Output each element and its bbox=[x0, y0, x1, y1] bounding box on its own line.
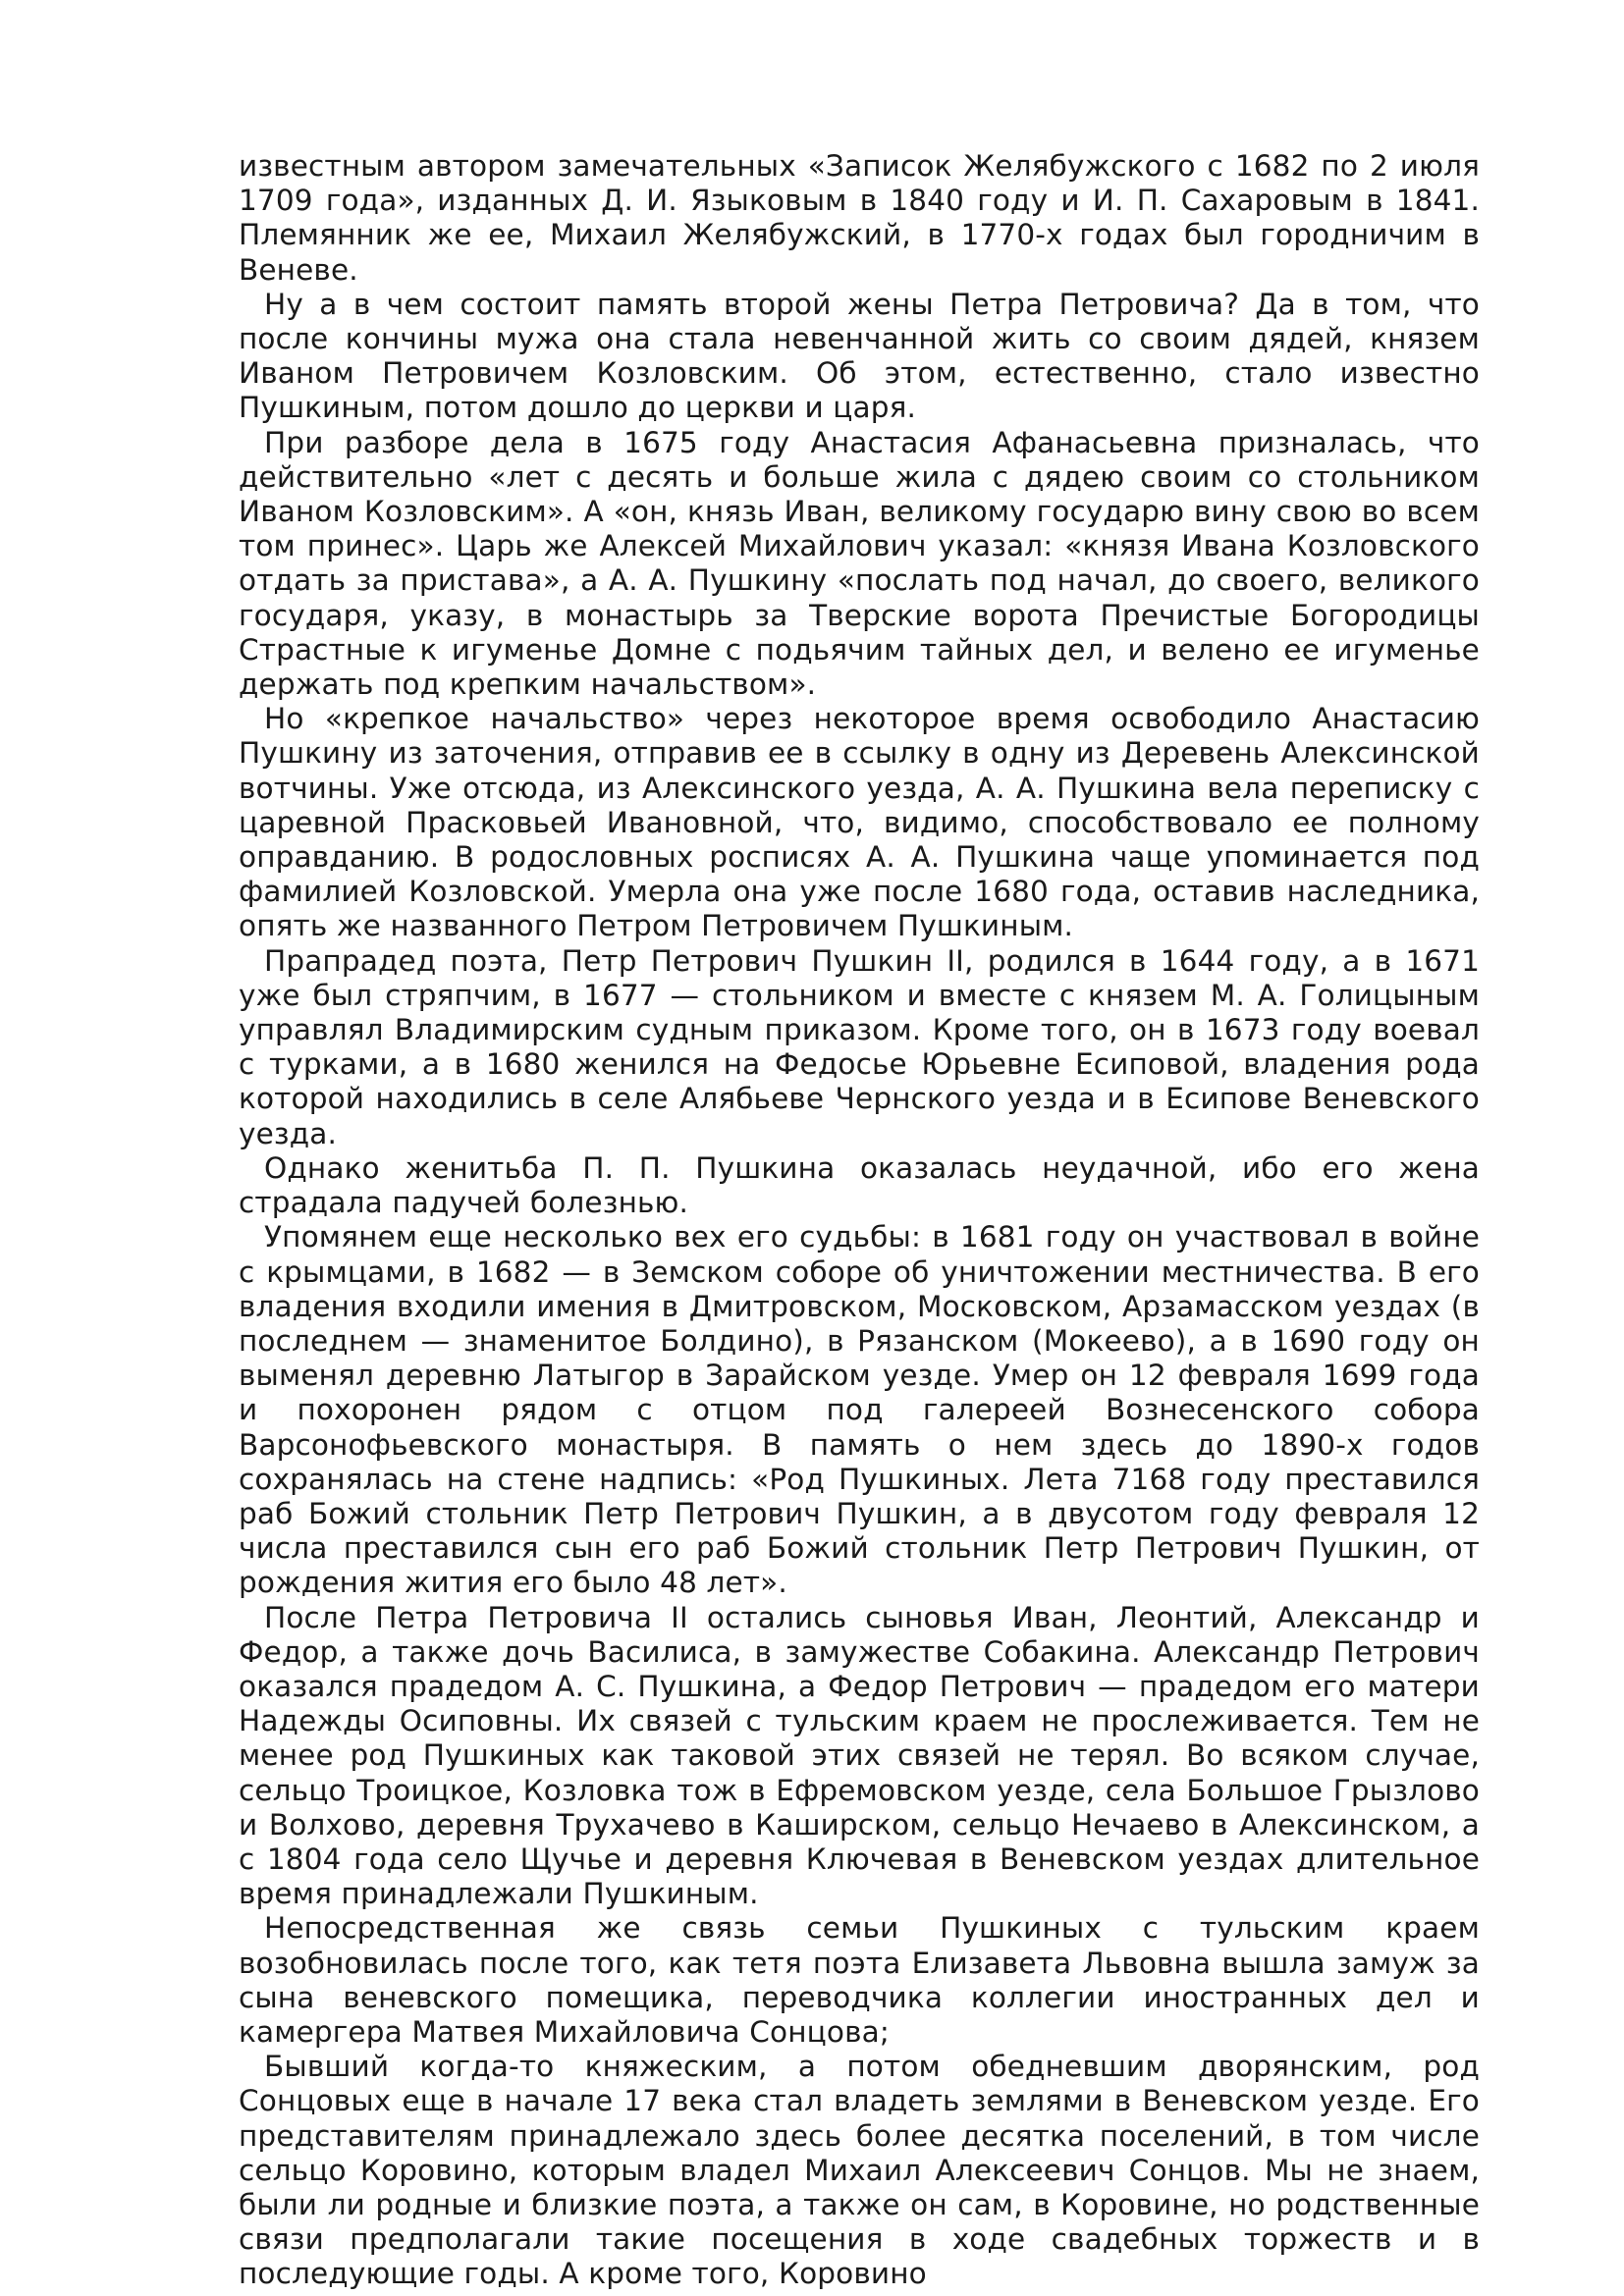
paragraph-continuation: известным автором замечательных «Записок Желябужского с 1682 по 2 июля 1709 года», изданных Д. И. Языковым в 1840 году и И. П. Сахаровым в 1841. Племянник же ее, Михаил Желябужский, в 1770-х годах был городничим в Веневе. bbox=[239, 149, 1480, 287]
paragraph: При разборе дела в 1675 году Анастасия Афанасьевна призналась, что действительно «лет с десять и больше жила с дядею своим со стольником Иваном Козловским». А «он, князь Иван, великому государю вину свою во всем том принес». Царь же Алексей Михайлович указал: «князя Ивана Козловского отдать за пристава», а А. А. Пушкину «послать под начал, до своего, великого государя, указу, в монастырь за Тверские ворота Пречистые Богородицы Страстные к игуменье Домне с подьячим тайных дел, и велено ее игуменье держать под крепким начальством». bbox=[239, 425, 1480, 702]
paragraph: Однако женитьба П. П. Пушкина оказалась неудачной, ибо его жена страдала падучей болезнью. bbox=[239, 1150, 1480, 1220]
document-page bbox=[239, 149, 1480, 2292]
paragraph: Но «крепкое начальство» через некоторое время освободило Анастасию Пушкину из заточения, отправив ее в ссылку в одну из Деревень Алексинской вотчины. Уже отсюда, из Алексинского уезда, А. А. Пушкина вела переписку с царевной Прасковьей Ивановной, что, видимо, способствовало ее полному оправданию. В родословных росписях А. А. Пушкина чаще упоминается под фамилией Козловской. Умерла она уже после 1680 года, оставив наследника, опять же названного Петром Петровичем Пушкиным. bbox=[239, 702, 1480, 943]
paragraph: Бывший когда-то княжеским, а потом обедневшим дворянским, род Сонцовых еще в начале 17 века стал владеть землями в Веневском уезде. Его представителям принадлежало здесь более десятка поселений, в том числе сельцо Коровино, которым владел Михаил Алексеевич Сонцов. Мы не знаем, были ли родные и близкие поэта, а также он сам, в Коровине, но родственные связи предполагали такие посещения в ходе свадебных торжеств и в последующие годы. А кроме того, Коровино bbox=[239, 2050, 1480, 2291]
paragraph: Непосредственная же связь семьи Пушкиных с тульским краем возобновилась после того, как тетя поэта Елизавета Львовна вышла замуж за сына веневского помещика, переводчика коллегии иностранных дел и камергера Матвея Михайловича Сонцова; bbox=[239, 1911, 1480, 2049]
paragraph: Ну а в чем состоит память второй жены Петра Петровича? Да в том, что после кончины мужа она стала невенчанной жить со своим дядей, князем Иваном Петровичем Козловским. Об этом, естественно, стало известно Пушкиным, потом дошло до церкви и царя. bbox=[239, 287, 1480, 425]
paragraph: После Петра Петровича II остались сыновья Иван, Леонтий, Александр и Федор, а также дочь Василиса, в замужестве Собакина. Александр Петрович оказался прадедом А. С. Пушкина, а Федор Петрович — прадедом его матери Надежды Осиповны. Их связей с тульским краем не прослеживается. Тем не менее род Пушкиных как таковой этих связей не терял. Во всяком случае, сельцо Троицкое, Козловка тож в Ефремовском уезде, села Большое Грызлово и Волхово, деревня Трухачево в Каширском, сельцо Нечаево в Алексинском, а с 1804 года село Щучье и деревня Ключевая в Веневском уездах длительное время принадлежали Пушкиным. bbox=[239, 1600, 1480, 1911]
paragraph: Прапрадед поэта, Петр Петрович Пушкин II, родился в 1644 году, а в 1671 уже был стряпчим, в 1677 — стольником и вместе с князем М. А. Голицыным управлял Владимирским судным приказом. Кроме того, он в 1673 году воевал с турками, а в 1680 женился на Федосье Юрьевне Есиповой, владения рода которой находились в селе Алябьеве Чернского уезда и в Есипове Веневского уезда. bbox=[239, 943, 1480, 1150]
paragraph: Упомянем еще несколько вех его судьбы: в 1681 году он участвовал в войне с крымцами, в 1682 — в Земском соборе об уничтожении местничества. В его владения входили имения в Дмитровском, Московском, Арзамасском уездах (в последнем — знаменитое Болдино), в Рязанском (Мокеево), а в 1690 году он выменял деревню Латыгор в Зарайском уезде. Умер он 12 февраля 1699 года и похоронен рядом с отцом под галереей Вознесенского собора Варсонофьевского монастыря. В память о нем здесь до 1890-х годов сохранялась на стене надпись: «Род Пушкиных. Лета 7168 году преставился раб Божий стольник Петр Петрович Пушкин, а в двусотом году февраля 12 числа преставился сын его раб Божий стольник Петр Петрович Пушкин, от рождения жития его было 48 лет». bbox=[239, 1220, 1480, 1600]
